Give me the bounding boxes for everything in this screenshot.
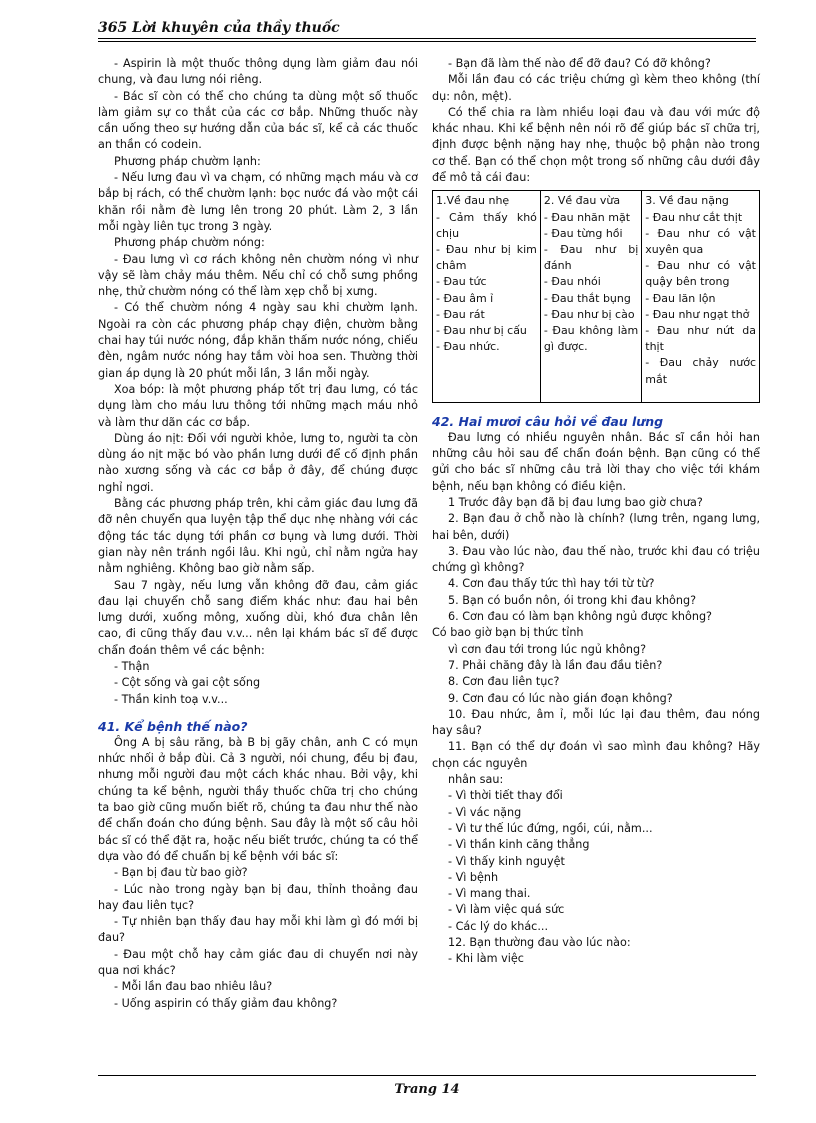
paragraph: Phương pháp chườm nóng:: [114, 236, 265, 250]
cell-line: - Đau tức: [436, 275, 487, 289]
question-item: 8. Cơn đau liên tục?: [448, 675, 560, 689]
cell-line: - Đau nhức.: [436, 340, 500, 354]
paragraph: Ông A bị sâu răng, bà B bị gãy chân, anh C có mụn nhức nhối ở bắp đùi. Cả 3 người, nói chung, đều bị đau, nhưng mỗi người đau một cách khác nhau. Bởi vậy, khi chúng ta kể bệnh, người thầy thuốc chữa trị cho chúng ta bao giờ cũng muốn biết rõ, chúng ta đau như thế nào để chẩn đoán cho đúng bệnh. Sau đây là một số câu hỏi bác sĩ có thể đặt ra, hoặc nếu biết trước, chúng ta có thể dựa vào đó để chuẩn bị kể bệnh với bác sĩ:: [98, 735, 418, 863]
cell-line: - Đau nhăn mặt: [543, 210, 631, 224]
question-item: 4. Cơn đau thấy tức thì hay tới từ từ?: [448, 577, 655, 591]
question-item: Có bao giờ bạn bị thức tỉnh: [432, 626, 584, 640]
question-item: 3. Đau vào lúc nào, đau thế nào, trước khi đau có triệu chứng gì không?: [432, 544, 760, 575]
paragraph: - Đau lưng vì cơ rách không nên chườm nóng vì như vậy sẽ làm chảy máu thêm. Nếu chỉ có chỗ sưng phồng nhẹ, thử chườm nóng có thể làm xẹp chỗ bị xưng.: [98, 252, 418, 299]
paragraph: - Có thể chườm nóng 4 ngày sau khi chườm lạnh. Ngoài ra còn các phương pháp chạy điện, chườm bằng chai hay túi nước nóng, đắp khăn thấm nước nóng, chiếu đèn, ngâm nước nóng hay tắm vòi hoa sen. Thường thời gian áp dụng là 20 phút mỗi lần, 3 lần mỗi ngày.: [98, 301, 418, 380]
cell-line: - Đau chảy nước mắt: [645, 356, 756, 386]
paragraph: - Bạn đã làm thế nào để đỡ đau? Có đỡ không?: [448, 57, 711, 70]
list-item: - Thận: [114, 659, 150, 673]
question-item: - Uống aspirin có thấy giảm đau không?: [114, 996, 338, 1010]
question-item: 2. Bạn đau ở chỗ nào là chính? (lưng trên, ngang lưng, hai bên, dưới): [432, 512, 760, 542]
question-item: - Đau một chỗ hay cảm giác đau di chuyển nơi này qua nơi khác?: [98, 947, 418, 978]
paragraph: - Aspirin là một thuốc thông dụng làm giảm đau nói chung, và đau lưng nói riêng.: [98, 57, 418, 87]
page-number: Trang 14: [98, 1075, 756, 1097]
question-item: 9. Cơn đau có lúc nào gián đoạn không?: [448, 691, 673, 705]
cell-line: - Đau như bị cấu: [436, 324, 527, 337]
cell-line: - Đau nhói: [543, 275, 601, 289]
paragraph: - Bác sĩ còn có thể cho chúng ta dùng một số thuốc làm giảm sự co thắt của các cơ bắp. Những thuốc này cần uống theo sự hướng dẫn của bác sĩ, kể cả các thuốc an thần có codein.: [98, 89, 418, 152]
running-header: 365 Lời khuyên của thầy thuốc: [98, 20, 756, 39]
list-item: - Vì tư thế lúc đứng, ngồi, cúi, nằm...: [448, 821, 653, 835]
question-item: 1 Trước đây bạn đã bị đau lưng bao giờ chưa?: [448, 496, 703, 509]
list-item: - Vì thời tiết thay đổi: [448, 789, 563, 803]
section-heading-41: 41. Kể bệnh thế nào?: [98, 718, 248, 734]
cell-line: 2. Về đau vừa: [543, 194, 621, 208]
list-item: - Khi làm việc: [448, 952, 524, 966]
cell-line: - Đau như bị kim châm: [436, 242, 537, 273]
cell-line: - Đau như cắt thịt: [645, 210, 743, 224]
cell-line: - Đau âm ỉ: [436, 291, 494, 305]
table-cell-severe: [642, 191, 760, 402]
cell-line: 3. Về đau nặng: [645, 194, 729, 208]
question-item: - Tự nhiên bạn thấy đau hay mỗi khi làm gì đó mới bị đau?: [98, 915, 418, 945]
cell-line: - Đau như bị đánh: [543, 242, 639, 273]
cell-line: - Cảm thấy khó chịu: [436, 210, 537, 240]
question-item: 5. Bạn có buồn nôn, ói trong khi đau không?: [448, 593, 697, 607]
table-cell-mild: [433, 191, 541, 402]
list-item: - Vì thấy kinh nguyệt: [448, 854, 565, 868]
paragraph: Dùng áo nịt: Đối với người khỏe, lưng to, người ta còn dùng áo nịt mặc bó vào phần lưng dưới để cố định phần nào xương sống và các cơ bắp ở đây, để chúng được nghỉ ngơi.: [98, 431, 418, 494]
cell-line: - Đau như có vật quậy bên trong: [645, 259, 756, 289]
cell-line: - Đau không làm gì được.: [543, 324, 639, 354]
pain-scale-table: [432, 190, 760, 402]
cell-line: 1.Về đau nhẹ: [436, 194, 510, 208]
cell-line: - Đau như nứt da thịt: [645, 324, 756, 354]
list-item: - Vì mang thai.: [448, 887, 531, 901]
question-item: 12. Bạn thường đau vào lúc nào:: [448, 936, 631, 950]
list-item: - Vì vác nặng: [448, 805, 522, 819]
left-column: [98, 56, 418, 1012]
list-item: - Vì bệnh: [448, 870, 499, 884]
cell-line: - Đau như ngạt thở: [645, 307, 750, 321]
list-item: - Vì làm việc quá sức: [448, 903, 565, 917]
paragraph: Mỗi lần đau có các triệu chứng gì kèm theo không (thí dụ: nôn, mệt).: [432, 73, 760, 103]
question-item: - Bạn bị đau từ bao giờ?: [114, 866, 248, 880]
question-item: 6. Cơn đau có làm bạn không ngủ được không?: [448, 610, 712, 624]
question-item: nhân sau:: [448, 773, 504, 787]
question-item: 11. Bạn có thể dự đoán vì sao mình đau không? Hãy chọn các nguyên: [432, 740, 760, 770]
paragraph: Phương pháp chườm lạnh:: [114, 154, 261, 168]
cell-line: - Đau như bị cào: [543, 307, 635, 321]
paragraph: Có thể chia ra làm nhiều loại đau và đau với mức độ khác nhau. Khi kể bệnh nên nói rõ để giúp bác sĩ chữa trị, định được bệnh nặng hay nhẹ, thuộc bộ phận nào trong cơ thể. Bạn có thể chọn một trong số những câu dưới đây để mô tả cái đau:: [432, 105, 760, 185]
paragraph: Xoa bóp: là một phương pháp tốt trị đau lưng, có tác dụng làm cho máu lưu thông tới những mạch máu nhỏ và làm thư dãn các cơ bắp.: [98, 382, 418, 429]
cell-line: - Đau thắt bụng: [543, 291, 631, 305]
cell-line: - Đau như có vật xuyên qua: [645, 226, 756, 256]
list-item: - Cột sống và gai cột sống: [114, 676, 261, 690]
table-cell-moderate: [540, 191, 641, 402]
question-item: - Lúc nào trong ngày bạn bị đau, thỉnh thoảng đau hay đau liên tục?: [98, 882, 418, 912]
cell-line: - Đau lăn lộn: [645, 291, 716, 305]
question-item: vì cơn đau tới trong lúc ngủ không?: [448, 642, 647, 656]
question-item: 10. Đau nhức, âm ỉ, mỗi lúc lại đau thêm, đau nóng hay sâu?: [432, 707, 760, 738]
question-item: - Mỗi lần đau bao nhiêu lâu?: [114, 980, 273, 994]
list-item: - Các lý do khác...: [448, 919, 548, 933]
paragraph: Đau lưng có nhiều nguyên nhân. Bác sĩ cần hỏi han những câu hỏi sau để chẩn đoán bệnh. Bạn cũng có thể gửi cho bác sĩ những câu trả lời thay cho việc tới khám bệnh, nếu bạn không có điều kiện.: [432, 430, 760, 493]
right-column: [432, 56, 760, 968]
paragraph: Bằng các phương pháp trên, khi cảm giác đau lưng đã đỡ nên chuyển qua luyện tập thể dục nhẹ nhàng với các động tác tác dụng tới phần cơ bụng và lưng dưới. Thời gian này nên tránh ngồi lâu. Khi ngủ, chỉ nằm ngửa hay nằm nghiêng. Không bao giờ nằm sấp.: [98, 497, 418, 576]
cell-line: - Đau rát: [436, 307, 485, 321]
list-item: - Thần kinh toạ v.v...: [114, 692, 228, 706]
cell-line: - Đau từng hồi: [543, 226, 623, 240]
question-item: 7. Phải chăng đây là lần đau đầu tiên?: [448, 658, 663, 672]
list-item: - Vì thần kinh căng thẳng: [448, 838, 590, 852]
section-heading-42: 42. Hai mươi câu hỏi về đau lưng: [432, 413, 664, 429]
paragraph: - Nếu lưng đau vì va chạm, có những mạch máu và cơ bắp bị rách, có thể chườm lạnh: bọc nước đá vào một cái khăn rồi nằm đè lưng lên trong 20 phút. Làm 2, 3 lần mỗi ngày liên tục trong 3 ngày.: [98, 171, 418, 233]
paragraph: Sau 7 ngày, nếu lưng vẫn không đỡ đau, cảm giác đau lại chuyển chỗ sang điểm khác như: đau hai bên lưng dưới, xuống mông, xuống dùi, khó đưa chân lên cao, đi cũng thấy đau v.v... nên lại khám bác sĩ để được chẩn đoán thêm về các bệnh:: [98, 578, 418, 657]
